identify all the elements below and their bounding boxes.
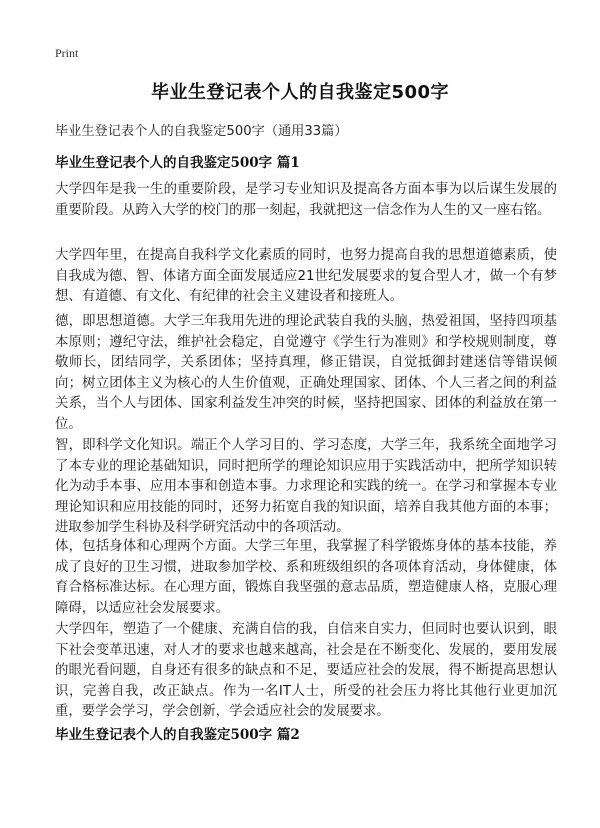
paragraph-4: 智，即科学文化知识。端正个人学习目的、学习态度，大学三年，我系统全面地学习了本专业的理论基础知识，同时把所学的理论知识应用于实践活动中，把所学知识转化为动手本事、应用本事和创造本事。力求理论和实践的统一。在学习和掌握本专业理论知识和应用技能的同时，还努力拓宽自我的知识面，培养自我其他方面的本事；进取参加学生科协及科学研究活动中的各项活动。	[55, 438, 557, 535]
document-subtitle: 毕业生登记表个人的自我鉴定500字（通用33篇）	[55, 124, 348, 139]
paragraph-5: 体，包括身体和心理两个方面。大学三年里，我掌握了科学锻炼身体的基本技能，养成了良好的卫生习惯，进取参加学校、系和班级组织的各项体育活动，身体健康，体育合格标准达标。在心理方面，锻炼自我坚强的意志品质，塑造健康人格，克服心理障碍，以适应社会发展要求。	[55, 539, 557, 616]
paragraph-2: 大学四年里，在提高自我科学文化素质的同时，也努力提高自我的思想道德素质，使自我成为德、智、体诸方面全面发展适应21世纪发展要求的复合型人才，做一个有梦想、有道德、有文化、有纪律的社会主义建设者和接班人。	[55, 248, 557, 304]
page-title: 毕业生登记表个人的自我鉴定500字	[150, 82, 450, 103]
print-label[interactable]: Print	[55, 46, 79, 60]
paragraph-1: 大学四年是我一生的重要阶段，是学习专业知识及提高各方面本事为以后谋生发展的重要阶段。从跨入大学的校门的那一刻起，我就把这一信念作为人生的又一座右铭。	[55, 182, 557, 218]
section-heading-2: 毕业生登记表个人的自我鉴定500字 篇2	[55, 727, 300, 743]
paragraph-6: 大学四年，塑造了一个健康、充满自信的我，自信来自实力，但同时也要认识到，眼下社会变革迅速，对人才的要求也越来越高，社会是在不断变化、发展的，要用发展的眼光看问题，自身还有很多的缺点和不足，要适应社会的发展，得不断提高思想认识，完善自我，改正缺点。作为一名IT人士，所受的社会压力将比其他行业更加沉重，要学会学习，学会创新，学会适应社会的发展要求。	[55, 622, 557, 719]
section-heading-1: 毕业生登记表个人的自我鉴定500字 篇1	[55, 155, 300, 171]
paragraph-3: 德，即思想道德。大学三年我用先进的理论武装自我的头脑，热爱祖国，坚持四项基本原则；遵纪守法，维护社会稳定，自觉遵守《学生行为准则》和学校规则制度，尊敬师长，团结同学，关系团体；坚持真理，修正错误，自觉抵御封建迷信等错误倾向；树立团体主义为核心的人生价值观，正确处理国家、团体、个人三者之间的利益关系，当个人与团体、国家利益发生冲突的时候，坚持把国家、团体的利益放在第一位。	[55, 314, 557, 432]
